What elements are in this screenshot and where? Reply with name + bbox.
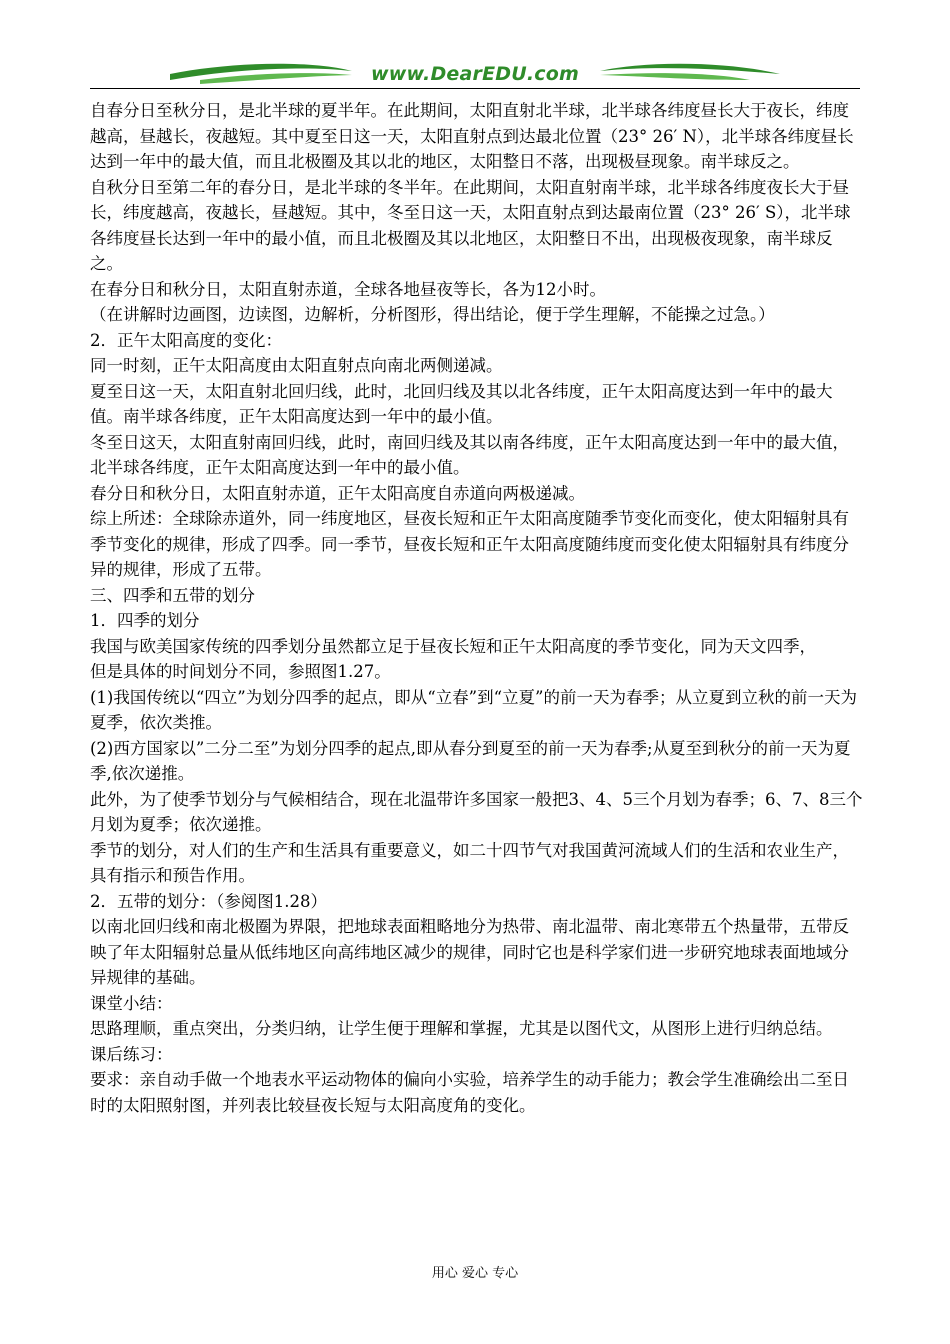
paragraph: 以南北回归线和南北极圈为界限，把地球表面粗略地分为热带、南北温带、南北寒带五个热量带，五带反映了年太阳辐射总量从低纬地区向高纬地区减少的规律，同时它也是科学家们进一步研究地球表面地域分异规律的基础。 bbox=[90, 917, 849, 987]
paragraph: 此外，为了使季节划分与气候相结合，现在北温带许多国家一般把3、4、5三个月划为春季；6、7、8三个月划为夏季；依次递推。 bbox=[90, 789, 863, 834]
section-heading: 1．四季的划分 bbox=[90, 611, 200, 630]
header-divider bbox=[90, 88, 860, 89]
site-logo-text[interactable]: www.DearEDU.com bbox=[370, 63, 580, 85]
paragraph: 春分日和秋分日，太阳直射赤道，正午太阳高度自赤道向两极递减。 bbox=[90, 483, 585, 503]
paragraph: （在讲解时边画图，边读图，边解析，分析图形，得出结论，便于学生理解，不能操之过急。） bbox=[90, 305, 775, 324]
section-heading: 2．五带的划分：（参阅图1.28） bbox=[90, 891, 327, 911]
section-heading: 2．正午太阳高度的变化： bbox=[90, 330, 282, 350]
paragraph: 综上所述：全球除赤道外，同一纬度地区，昼夜长短和正午太阳高度随季节变化而变化，使太阳辐射具有季节变化的规律，形成了四季。同一季节，昼夜长短和正午太阳高度随纬度而变化使太阳辐射具有纬度分异的规律，形成了五带。 bbox=[90, 509, 849, 579]
paragraph: (2)西方国家以”二分二至”为划分四季的起点,即从春分到夏至的前一天为春季;从夏至到秋分的前一天为夏季,依次递推。 bbox=[90, 738, 851, 783]
paragraph: 夏至日这一天，太阳直射北回归线，此时，北回归线及其以北各纬度，正午太阳高度达到一年中的最大值。南半球各纬度，正午太阳高度达到一年中的最小值。 bbox=[90, 381, 833, 426]
paragraph: 冬至日这天，太阳直射南回归线，此时，南回归线及其以南各纬度，正午太阳高度达到一年中的最大值，北半球各纬度，正午太阳高度达到一年中的最小值。 bbox=[90, 432, 849, 477]
document-body bbox=[90, 98, 865, 1118]
section-heading: 课堂小结： bbox=[90, 993, 173, 1013]
section-heading: 课后练习： bbox=[90, 1044, 173, 1064]
paragraph: 我国与欧美国家传统的四季划分虽然都立足于昼夜长短和正午太阳高度的季节变化，同为天文四季， bbox=[90, 636, 816, 656]
section-heading: 三、四季和五带的划分 bbox=[90, 585, 255, 605]
paragraph: 同一时刻，正午太阳高度由太阳直射点向南北两侧递减。 bbox=[90, 356, 503, 375]
paragraph: 自秋分日至第二年的春分日，是北半球的冬半年。在此期间，太阳直射南半球，北半球各纬度夜长大于昼长，纬度越高，夜越长，昼越短。其中，冬至日这一天，太阳直射点到达最南位置（23° 26′ S），北半球各纬度昼长达到一年中的最小值，而且北极圈及其以北地区，太阳整日不出，出现极夜现象，南半球反之。 bbox=[90, 177, 851, 273]
paragraph: 季节的划分，对人们的生产和生活具有重要意义，如二十四节气对我国黄河流域人们的生活和农业生产，具有指示和预告作用。 bbox=[90, 840, 849, 885]
paragraph: 但是具体的时间划分不同，参照图1.27。 bbox=[90, 662, 391, 681]
paragraph: 要求：亲自动手做一个地表水平运动物体的偏向小实验，培养学生的动手能力；教会学生准确绘出二至日时的太阳照射图，并列表比较昼夜长短与太阳高度角的变化。 bbox=[90, 1070, 849, 1115]
paragraph: 思路理顺，重点突出，分类归纳，让学生便于理解和掌握，尤其是以图代文，从图形上进行归纳总结。 bbox=[90, 1019, 833, 1038]
page-footer: 用心 爱心 专心 bbox=[431, 1266, 519, 1281]
paragraph: 在春分日和秋分日，太阳直射赤道，全球各地昼夜等长，各为12小时。 bbox=[90, 279, 606, 299]
paragraph: 自春分日至秋分日，是北半球的夏半年。在此期间，太阳直射北半球，北半球各纬度昼长大于夜长，纬度越高，昼越长，夜越短。其中夏至日这一天，太阳直射点到达最北位置（23° 26′ N），北半球各纬度昼长达到一年中的最大值，而且北极圈及其以北的地区，太阳整日不落，出现极昼现象。南半球反之。 bbox=[90, 101, 854, 171]
paragraph: (1)我国传统以“四立”为划分四季的起点，即从“立春”到“立夏”的前一天为春季；从立夏到立秋的前一天为夏季，依次类推。 bbox=[90, 687, 857, 732]
